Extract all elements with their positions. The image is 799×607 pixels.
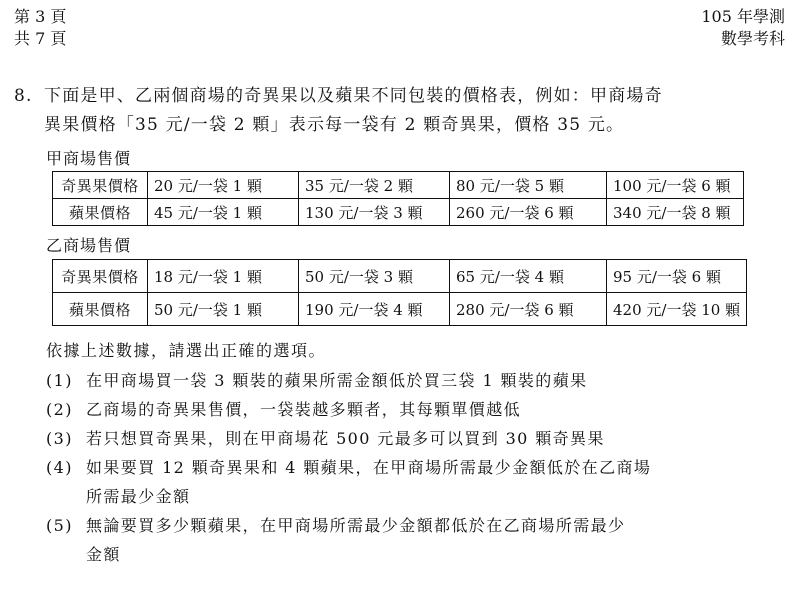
table-cell: 18 元/一袋 1 顆 [148, 260, 299, 293]
table-cell: 50 元/一袋 3 顆 [299, 260, 450, 293]
table-cell: 95 元/一袋 6 顆 [607, 260, 747, 293]
table-cell: 340 元/一袋 8 顆 [607, 199, 744, 226]
answer-options [46, 366, 786, 569]
option-4-continued: 所需最少金額 [86, 487, 191, 506]
option-4 [46, 453, 786, 482]
question-text-1: 下面是甲、乙兩個商場的奇異果以及蘋果不同包裝的價格表，例如：甲商場奇 [44, 86, 663, 106]
question-number: 8. [14, 86, 33, 106]
table-cell: 100 元/一袋 6 顆 [607, 172, 744, 199]
table-row [53, 199, 744, 226]
table-cell: 420 元/一袋 10 顆 [607, 293, 747, 326]
table-cell: 20 元/一袋 1 顆 [148, 172, 299, 199]
table-row [53, 172, 744, 199]
table-row [53, 293, 747, 326]
table-cell: 45 元/一袋 1 顆 [148, 199, 299, 226]
row-header: 奇異果價格 [53, 172, 148, 199]
table-cell: 35 元/一袋 2 顆 [299, 172, 450, 199]
store-a-price-table [52, 171, 744, 226]
option-text: 若只想買奇異果，則在甲商場花 500 元最多可以買到 30 顆奇異果 [86, 429, 605, 448]
option-text: 無論要買多少顆蘋果，在甲商場所需最少金額都低於在乙商場所需最少 [86, 516, 626, 535]
option-3 [46, 424, 786, 453]
table-cell: 130 元/一袋 3 顆 [299, 199, 450, 226]
question-prompt: 依據上述數據，請選出正確的選項。 [46, 341, 327, 360]
option-text: 如果要買 12 顆奇異果和 4 顆蘋果，在甲商場所需最少金額低於在乙商場 [86, 458, 652, 477]
option-text: 在甲商場買一袋 3 顆裝的蘋果所需金額低於買三袋 1 顆裝的蘋果 [86, 371, 588, 390]
row-header: 蘋果價格 [53, 199, 148, 226]
option-1 [46, 366, 786, 395]
table-cell: 80 元/一袋 5 顆 [450, 172, 607, 199]
option-2 [46, 395, 786, 424]
option-number: (5) [46, 516, 73, 535]
table-cell: 50 元/一袋 1 顆 [148, 293, 299, 326]
page-header-left [14, 6, 66, 50]
table-cell: 190 元/一袋 4 顆 [299, 293, 450, 326]
page-total: 共 7 頁 [14, 29, 67, 48]
option-number: (1) [46, 371, 73, 390]
page-header-right [701, 6, 785, 50]
exam-subject: 數學考科 [720, 29, 785, 48]
option-number: (2) [46, 400, 73, 419]
option-5 [46, 511, 786, 540]
question-stem [14, 82, 784, 140]
page-number: 第 3 頁 [14, 7, 67, 26]
store-b-label: 乙商場售價 [46, 236, 132, 255]
table-cell: 65 元/一袋 4 顆 [450, 260, 607, 293]
question-line-2: 異果價格「35 元/一袋 2 顆」表示每一袋有 2 顆奇異果，價格 35 元。 [44, 115, 625, 135]
store-b-price-table [52, 259, 747, 326]
option-number: (3) [46, 429, 73, 448]
table-cell: 260 元/一袋 6 顆 [450, 199, 607, 226]
store-a-label: 甲商場售價 [46, 149, 132, 168]
row-header: 蘋果價格 [53, 293, 148, 326]
option-text: 乙商場的奇異果售價，一袋裝越多顆者，其每顆單價越低 [86, 400, 522, 419]
table-row [53, 260, 747, 293]
table-cell: 280 元/一袋 6 顆 [450, 293, 607, 326]
row-header: 奇異果價格 [53, 260, 148, 293]
option-number: (4) [46, 458, 73, 477]
option-5-continued: 金額 [86, 545, 121, 564]
question-line-1 [14, 82, 784, 111]
exam-title: 105 年學測 [701, 7, 785, 26]
